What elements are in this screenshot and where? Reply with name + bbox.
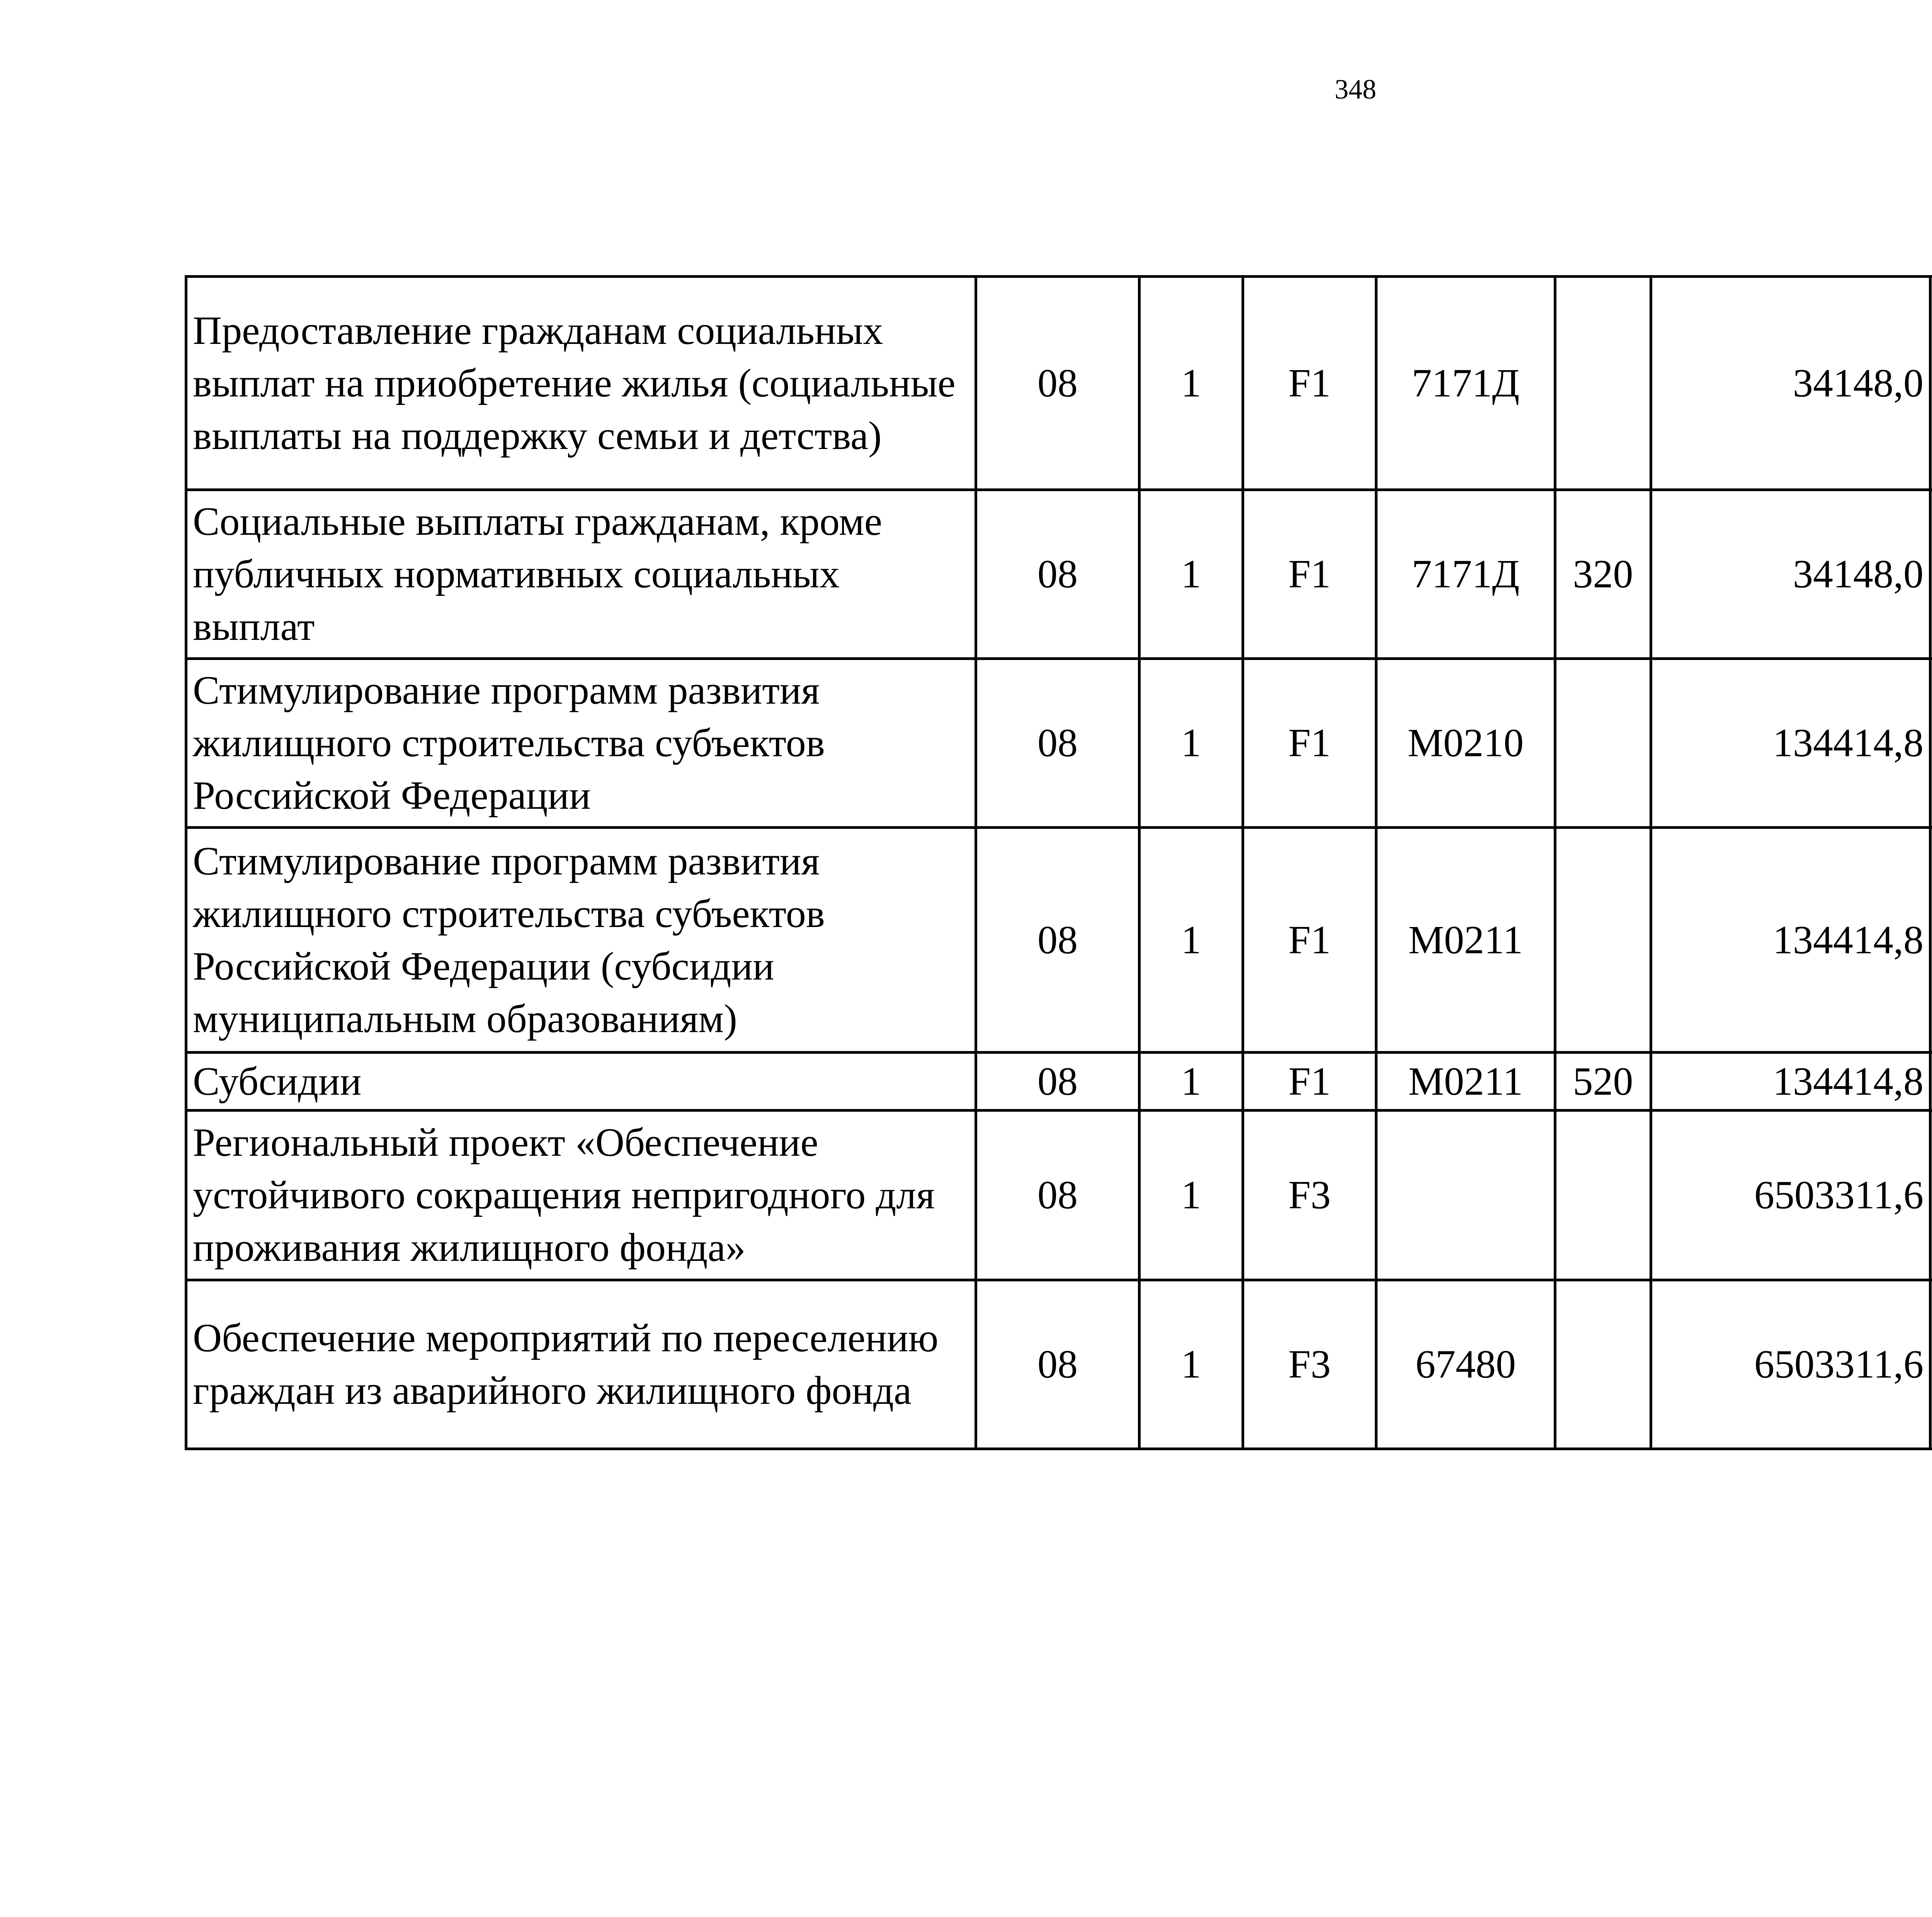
direction-code-cell: 67480 [1376,1280,1555,1449]
table-row [186,659,1932,828]
amount-cell-1: 6503311,6 [1651,1280,1930,1449]
table-row [186,1280,1932,1449]
amount-cell-2 [1930,490,1932,659]
budget-table [185,275,1932,1450]
project-code-cell: F3 [1243,1111,1376,1280]
program-code-cell: 1 [1139,1053,1243,1111]
page-number: 348 [1335,74,1376,105]
amount-cell-1: 6503311,6 [1651,1111,1930,1280]
row-name-cell: Стимулирование программ развития жилищного строительства субъектов Российской Федерации [186,659,976,828]
section-code-cell: 08 [976,490,1139,659]
expense-type-cell [1555,1111,1651,1280]
expense-type-cell: 320 [1555,490,1651,659]
amount-cell-2 [1930,277,1932,490]
amount-cell-2 [1930,828,1932,1053]
table-row [186,277,1932,490]
direction-code-cell: M0210 [1376,659,1555,828]
amount-cell-2 [1930,659,1932,828]
expense-type-cell: 520 [1555,1053,1651,1111]
row-name-cell: Региональный проект «Обеспечение устойчивого сокращения непригодного для проживания жилищного фонда» [186,1111,976,1280]
amount-cell-1: 134414,8 [1651,659,1930,828]
direction-code-cell: 7171Д [1376,490,1555,659]
program-code-cell: 1 [1139,1111,1243,1280]
program-code-cell: 1 [1139,659,1243,828]
project-code-cell: F1 [1243,277,1376,490]
amount-cell-1: 34148,0 [1651,490,1930,659]
project-code-cell: F3 [1243,1280,1376,1449]
table-row [186,490,1932,659]
section-code-cell: 08 [976,1053,1139,1111]
table-row [186,828,1932,1053]
row-name-cell: Предоставление гражданам социальных выплат на приобретение жилья (социальные выплаты на поддержку семьи и детства) [186,277,976,490]
project-code-cell: F1 [1243,1053,1376,1111]
row-name-cell: Обеспечение мероприятий по переселению граждан из аварийного жилищного фонда [186,1280,976,1449]
section-code-cell: 08 [976,1111,1139,1280]
amount-cell-1: 134414,8 [1651,828,1930,1053]
expense-type-cell [1555,1280,1651,1449]
expense-type-cell [1555,828,1651,1053]
direction-code-cell [1376,1111,1555,1280]
section-code-cell: 08 [976,277,1139,490]
program-code-cell: 1 [1139,490,1243,659]
project-code-cell: F1 [1243,659,1376,828]
row-name-cell: Стимулирование программ развития жилищного строительства субъектов Российской Федерации (субсидии муниципальным образованиям) [186,828,976,1053]
project-code-cell: F1 [1243,490,1376,659]
program-code-cell: 1 [1139,828,1243,1053]
direction-code-cell: 7171Д [1376,277,1555,490]
row-name-cell: Социальные выплаты гражданам, кроме публичных нормативных социальных выплат [186,490,976,659]
section-code-cell: 08 [976,659,1139,828]
section-code-cell: 08 [976,1280,1139,1449]
section-code-cell: 08 [976,828,1139,1053]
amount-cell-1: 34148,0 [1651,277,1930,490]
project-code-cell: F1 [1243,828,1376,1053]
amount-cell-1: 134414,8 [1651,1053,1930,1111]
program-code-cell: 1 [1139,1280,1243,1449]
program-code-cell: 1 [1139,277,1243,490]
row-name-cell: Субсидии [186,1053,976,1111]
expense-type-cell [1555,659,1651,828]
table-row [186,1053,1932,1111]
direction-code-cell: M0211 [1376,828,1555,1053]
amount-cell-2 [1930,1280,1932,1449]
direction-code-cell: M0211 [1376,1053,1555,1111]
expense-type-cell [1555,277,1651,490]
amount-cell-2 [1930,1053,1932,1111]
table-row [186,1111,1932,1280]
amount-cell-2 [1930,1111,1932,1280]
